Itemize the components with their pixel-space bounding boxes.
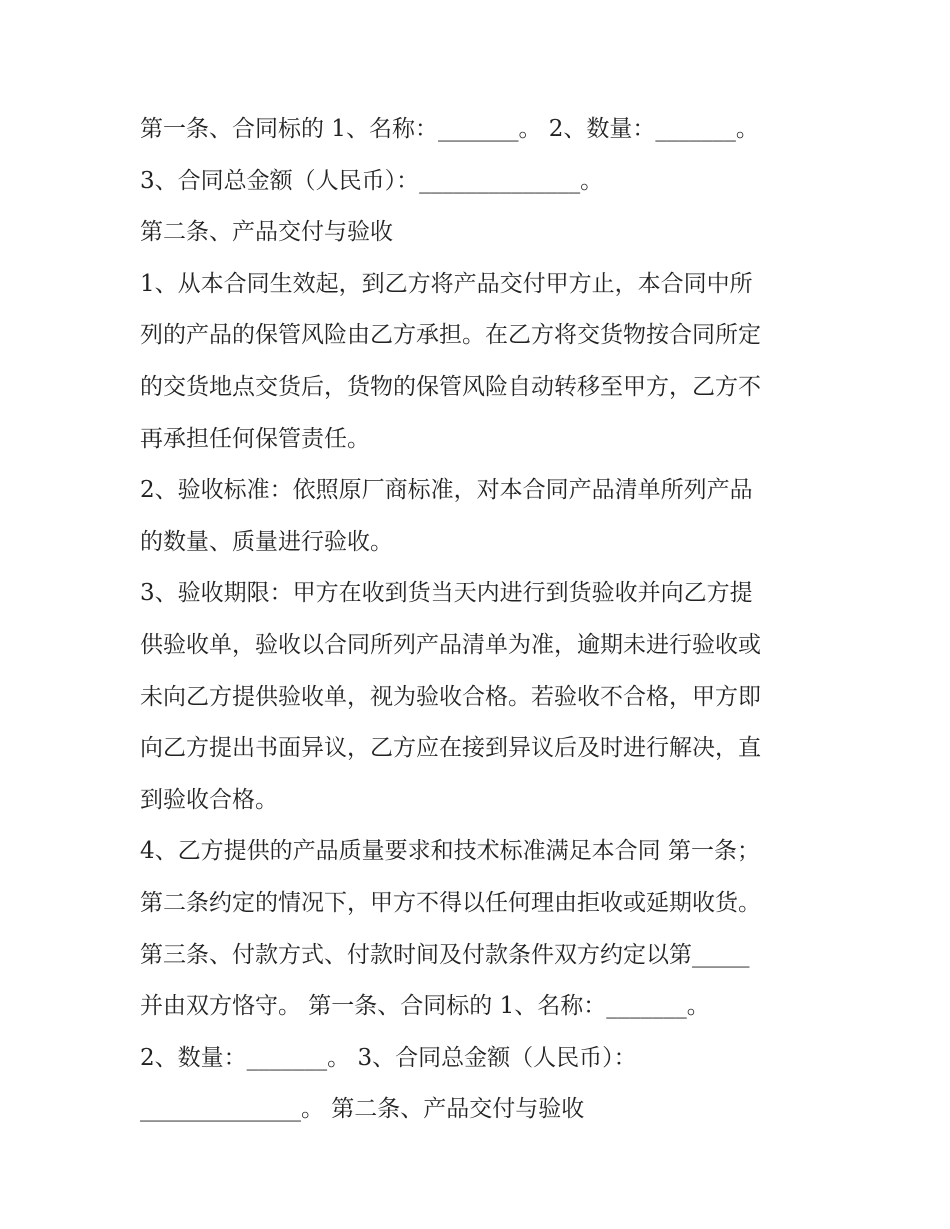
text-line-article3-a: 第三条、付款方式、付款时间及付款条件双方约定以第_____	[140, 941, 750, 968]
text-line-clause1-b: 列的产品的保管风险由乙方承担。在乙方将交货物按合同所定	[140, 322, 761, 349]
text-line-total-amount: 3、合同总金额（人民币）：______________。	[140, 167, 604, 194]
text-line-clause1-c: 的交货地点交货后，货物的保管风险自动转移至甲方，乙方不	[140, 373, 761, 400]
text-line-article1-subject: 第一条、合同标的 1、名称：_______。 2、数量：_______。	[140, 116, 759, 142]
text-line-repeat-article2: ______________。 第二条、产品交付与验收	[140, 1096, 585, 1123]
text-line-clause3-b: 供验收单，验收以合同所列产品清单为准，逾期未进行验收或	[140, 631, 761, 658]
text-line-clause2-b: 的数量、质量进行验收。	[140, 528, 393, 555]
text-line-clause3-c: 未向乙方提供验收单，视为验收合格。若验收不合格，甲方即	[140, 683, 761, 710]
text-line-clause3-e: 到验收合格。	[140, 786, 278, 813]
text-line-clause1-d: 再承担任何保管责任。	[140, 425, 370, 452]
text-line-repeat-quantity: 2、数量：_______。 3、合同总金额（人民币）：	[140, 1044, 637, 1071]
text-line-article3-b: 并由双方恪守。 第一条、合同标的 1、名称：_______。	[140, 993, 710, 1020]
text-line-clause4-a: 4、乙方提供的产品质量要求和技术标准满足本合同 第一条；	[140, 838, 760, 865]
text-line-clause3-d: 向乙方提出书面异议，乙方应在接到异议后及时进行解决，直	[140, 735, 761, 762]
contract-text-body	[140, 104, 820, 1136]
text-line-clause4-b: 第二条约定的情况下，甲方不得以任何理由拒收或延期收货。	[140, 889, 761, 916]
text-line-clause1-a: 1、从本合同生效起，到乙方将产品交付甲方止，本合同中所	[140, 270, 753, 297]
text-line-article2-heading: 第二条、产品交付与验收	[140, 219, 393, 246]
text-line-clause3-a: 3、验收期限：甲方在收到货当天内进行到货验收并向乙方提	[140, 580, 753, 607]
text-line-clause2-a: 2、验收标准：依照原厂商标准，对本合同产品清单所列产品	[140, 477, 753, 504]
